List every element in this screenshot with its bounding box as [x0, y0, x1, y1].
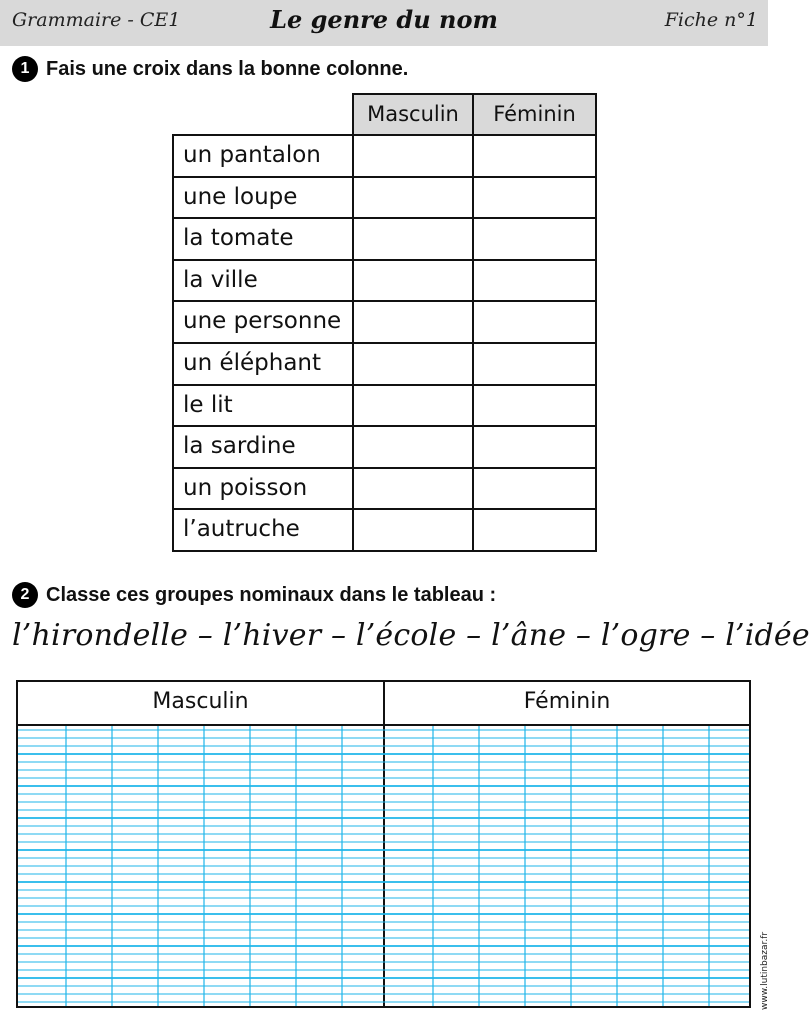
page-header: [0, 0, 768, 46]
exercise-2-instruction: [12, 582, 496, 608]
feminin-checkbox-cell[interactable]: [472, 176, 597, 220]
column-header-masculin: Masculin: [352, 93, 474, 136]
word-cell: un éléphant: [172, 342, 354, 386]
exercise-1-number: 1: [12, 56, 38, 82]
feminin-checkbox-cell[interactable]: [472, 342, 597, 386]
exercise-2-number: 2: [12, 582, 38, 608]
masculin-checkbox-cell[interactable]: [352, 384, 474, 428]
feminin-checkbox-cell[interactable]: [472, 425, 597, 469]
feminin-checkbox-cell[interactable]: [472, 259, 597, 303]
word-bank: l’hirondelle – l’hiver – l’école – l’âne – l’ogre – l’idée: [12, 618, 810, 653]
word-cell: un pantalon: [172, 134, 354, 178]
masculin-checkbox-cell[interactable]: [352, 176, 474, 220]
feminin-checkbox-cell[interactable]: [472, 217, 597, 261]
word-cell: l’autruche: [172, 508, 354, 552]
masculin-checkbox-cell[interactable]: [352, 508, 474, 552]
feminin-checkbox-cell[interactable]: [472, 467, 597, 511]
writing-ruling: [18, 726, 749, 1006]
word-cell: une personne: [172, 300, 354, 344]
word-cell: la tomate: [172, 217, 354, 261]
exercise-1-text: Fais une croix dans la bonne colonne.: [46, 57, 409, 80]
column-header-feminin: Féminin: [472, 93, 597, 136]
masculin-checkbox-cell[interactable]: [352, 425, 474, 469]
classification-header-feminin: Féminin: [523, 689, 611, 714]
site-credit-text: www.lutinbazar.fr: [760, 931, 770, 1010]
header-sheet-number: Fiche n°1: [664, 9, 758, 31]
masculin-checkbox-cell[interactable]: [352, 134, 474, 178]
masculin-checkbox-cell[interactable]: [352, 342, 474, 386]
word-cell: un poisson: [172, 467, 354, 511]
feminin-checkbox-cell[interactable]: [472, 384, 597, 428]
feminin-checkbox-cell[interactable]: [472, 508, 597, 552]
classification-table: [16, 680, 751, 1008]
page-title: Le genre du nom: [270, 5, 498, 34]
word-cell: une loupe: [172, 176, 354, 220]
masculin-checkbox-cell[interactable]: [352, 259, 474, 303]
header-subject: Grammaire - CE1: [12, 9, 181, 31]
word-cell: la ville: [172, 259, 354, 303]
word-cell: le lit: [172, 384, 354, 428]
feminin-checkbox-cell[interactable]: [472, 300, 597, 344]
masculin-checkbox-cell[interactable]: [352, 217, 474, 261]
classification-header-masculin: Masculin: [152, 689, 249, 714]
feminin-checkbox-cell[interactable]: [472, 134, 597, 178]
masculin-checkbox-cell[interactable]: [352, 467, 474, 511]
site-credit: [744, 926, 770, 1010]
word-cell: la sardine: [172, 425, 354, 469]
exercise-1-instruction: [12, 56, 408, 82]
exercise-2-text: Classe ces groupes nominaux dans le tableau :: [46, 583, 497, 606]
masculin-checkbox-cell[interactable]: [352, 300, 474, 344]
